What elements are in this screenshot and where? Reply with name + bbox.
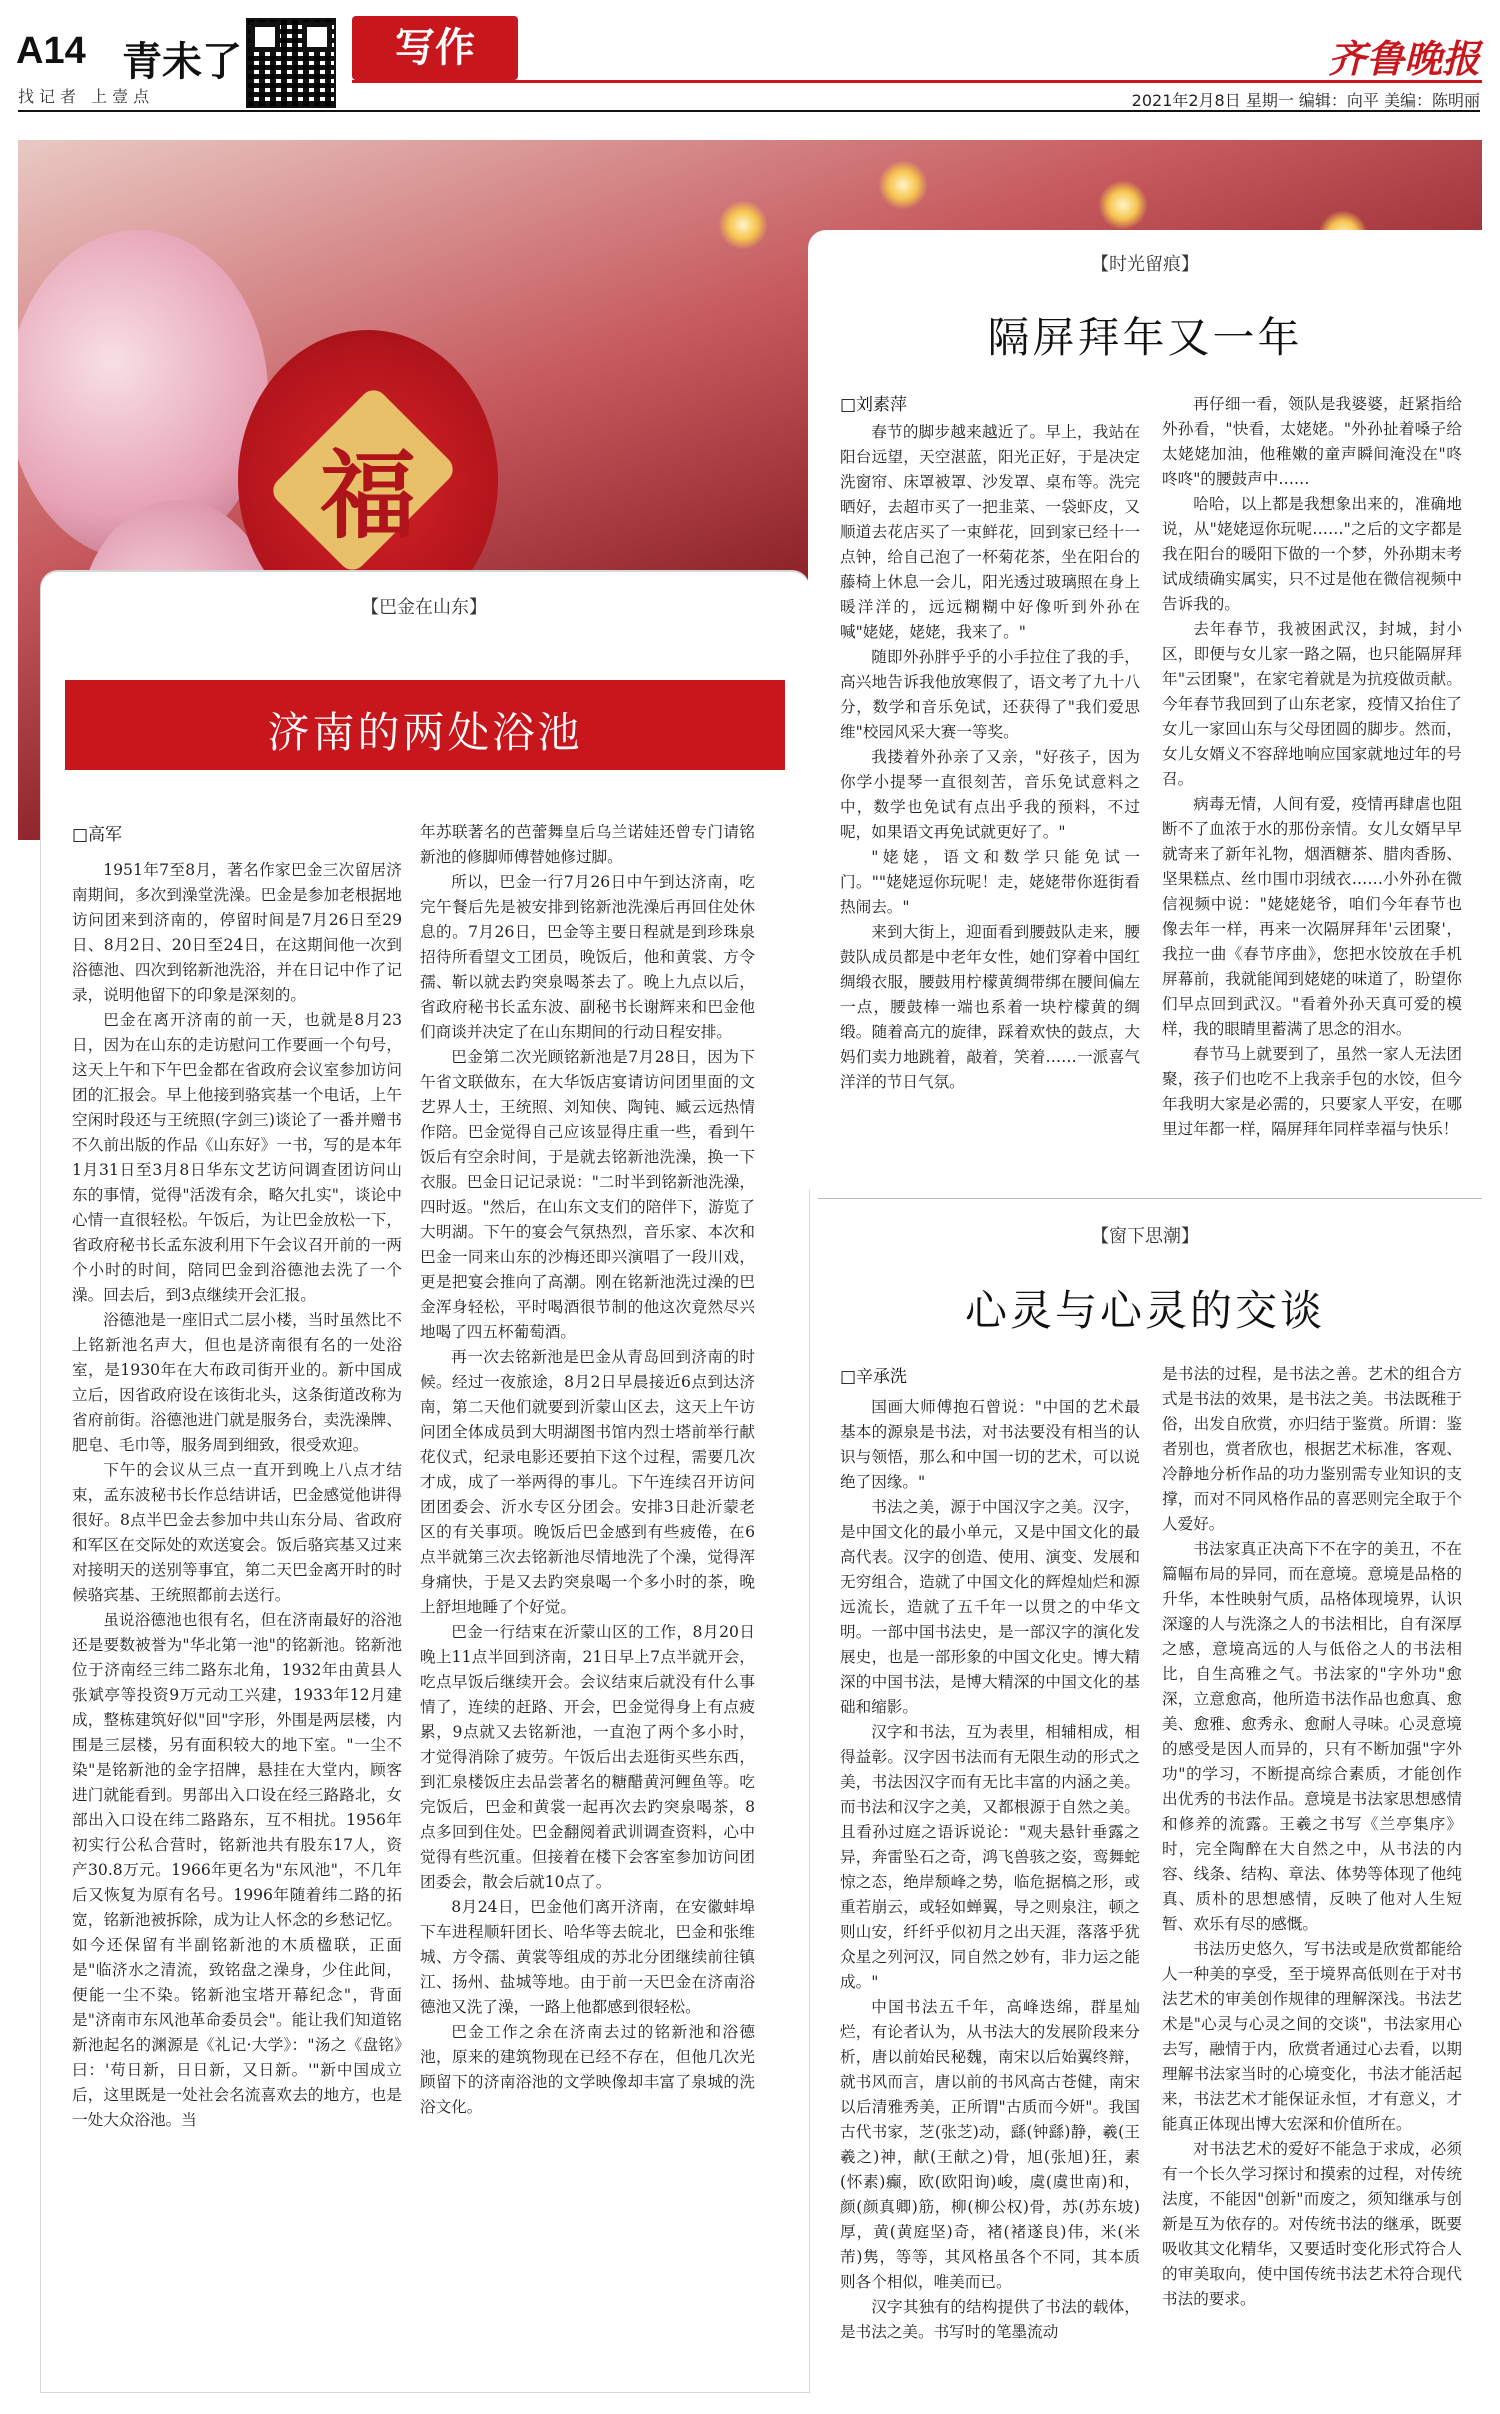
header-divider [18,110,1480,112]
paragraph: 是书法的过程，是书法之善。艺术的组合方式是书法的效果，是书法之美。书法既稚于俗，出发自欣赏，亦归结于鉴赏。所谓：鉴者别也，赏者欣也，根据艺术标准，客观、冷静地分析作品的功力鉴别需专业知识的支撑，而对不同风格作品的喜恶则完全取于个人爱好。 [1162,1365,1462,1533]
paragraph: 病毒无情，人间有爱，疫情再肆虐也阻断不了血浓于水的那份亲情。女儿女婿早早就寄来了新年礼物，烟酒糖茶、腊肉香肠、坚果糕点、丝巾围巾羽绒衣……小外孙在微信视频中说："姥姥姥爷，咱们今年春节也像去年一样，再来一次隔屏拜年'云团聚'，我拉一曲《春节序曲》，您把水饺放在手机屏幕前，我就能闻到姥姥的味道了，盼望你们早点回到武汉。"看着外孙天真可爱的模样，我的眼睛里蓄满了思念的泪水。 [1162,795,1462,1038]
article-title: 隔屏拜年又一年 [987,313,1303,362]
article-column [840,420,1140,1190]
column-name: 写作 [352,16,518,80]
article-column [1162,1362,1462,2385]
article-title: 心灵与心灵的交谈 [964,1286,1325,1335]
light-bulb [878,160,928,210]
light-bulb [1098,180,1148,230]
paragraph: 随即外孙胖乎乎的小手拉住了我的手，高兴地告诉我他放寒假了，语文考了九十八分，数学和音乐免试，还获得了"我们爱思维"校园风采大赛一等奖。 [840,648,1140,741]
paragraph: 书法历史悠久，写书法或是欣赏都能给人一种美的享受，至于境界高低则在于对书法艺术的审美创作规律的理解深浅。书法艺术是"心灵与心灵之间的交谈"，书法家用心去写，融情于内，欣赏者通过心去看，以期理解书法家当时的心境变化，书法才能活起来，书法艺术才能保证永恒，才有意义，才能真正体现出博大宏深和价值所在。 [1162,1940,1462,2133]
paragraph: 再一次去铭新池是巴金从青岛回到济南的时候。经过一夜旅途，8月2日早晨接近6点到达济南，第二天他们就要到沂蒙山区去，这天上午访问团全体成员到大明湖图书馆内烈士塔前举行献花仪式，纪录电影还要拍下这个过程，需要几次才成，成了一举两得的事儿。下午连续召开访问团团委会、沂水专区分团会。安排3日赴沂蒙老区的有关事项。晚饭后巴金感到有些疲倦，在6点半就第三次去铭新池尽情地洗了个澡，觉得浑身痛快，于是又去趵突泉喝一个多小时的茶，晚上舒坦地睡了个好觉。 [420,1348,755,1616]
page-number: A14 [16,30,86,72]
paragraph: 年苏联著名的芭蕾舞皇后乌兰诺娃还曾专门请铭新池的修脚师傅替她修过脚。 [420,823,755,866]
paragraph: 1951年7至8月，著名作家巴金三次留居济南期间，多次到澡堂洗澡。巴金是参加老根据地访问团来到济南的，停留时间是7月26日至29日、8月2日、20日至24日，在这期间他一次到浴德池、四次到铭新池洗浴，并在日记中作了记录，说明他留下的印象是深刻的。 [72,861,402,1004]
paragraph: 浴德池是一座旧式二层小楼，当时虽然比不上铭新池名声大，但也是济南很有名的一处浴室，是1930年在大布政司街开业的。新中国成立后，因省政府设在该街北头，这条街道改称为省府前街。浴德池进门就是服务台，卖洗澡牌、肥皂、毛巾等，服务周到细致，很受欢迎。 [72,1311,402,1454]
paragraph: 巴金一行结束在沂蒙山区的工作，8月20日晚上11点半回到济南，21日早上7点半就开会，吃点早饭后继续开会。会议结束后就没有什么事情了，连续的赶路、开会，巴金觉得身上有点疲累，9点就又去铭新池，一直泡了两个多小时，才觉得消除了疲劳。午饭后出去逛街买些东西，到汇泉楼饭庄去品尝著名的糖醋黄河鲤鱼等。吃完饭后，巴金和黄裳一起再次去趵突泉喝茶，8点多回到住处。巴金翻阅着武训调查资料，心中觉得有些沉重。但接着在楼下会客室参加访问团团委会，散会后就10点了。 [420,1623,755,1891]
paragraph: 中国书法五千年，高峰迭绵，群星灿烂，有论者认为，从书法大的发展阶段来分析，唐以前始民秘魏，南宋以后始翼终辩，就书风而言，唐以前的书风高古苍健，南宋以后清雅秀美，正所谓"古质而今妍"。我国古代书家，芝(张芝)动，繇(钟繇)静，羲(王羲之)神，献(王献之)骨，旭(张旭)狂，素(怀素)癫，欧(欧阳询)峻，虞(虞世南)和，颜(颜真卿)筋，柳(柳公权)骨，苏(苏东坡)厚，黄(黄庭坚)奇，褚(褚遂良)伟，米(米芾)隽，等等，其风格虽各个不同，其本质则各个相似，唯美而已。 [840,1998,1140,2291]
slogan: 找记者 上壹点 [18,87,155,106]
paragraph: "姥姥，语文和数学只能免试一门。""姥姥逗你玩呢！走，姥姥带你逛街看热闹去。" [840,848,1140,916]
article-tag: 【巴金在山东】 [40,593,808,619]
article-divider [818,1198,1482,1199]
paragraph: 去年春节，我被困武汉，封城，封小区，即便与女儿家一路之隔，也只能隔屏拜年"云团聚"，在家宅着就是为抗疫做贡献。今年春节我回到了山东老家，疫情又抬住了女儿一家回山东与父母团圆的脚步。然而，女儿女婿义不容辞地响应国家就地过年的号召。 [1162,620,1462,788]
article-title: 济南的两处浴池 [267,708,583,757]
paragraph: 所以，巴金一行7月26日中午到达济南，吃完午餐后先是被安排到铭新池洗澡后再回住处休息的。7月26日，巴金等主要日程就是到珍珠泉招待所看望文工团员，晚饭后，他和黄裳、方令孺、靳以就去趵突泉喝茶去了。晚上九点以后，省政府秘书长孟东波、副秘书长谢辉来和巴金他们商谈并决定了在山东期间的行动日程安排。 [420,873,755,1041]
light-bulb [718,200,768,250]
page-header [0,0,1500,115]
qr-code-icon[interactable] [246,18,336,108]
paragraph: 春节马上就要到了，虽然一家人无法团聚，孩子们也吃不上我亲手包的水饺，但今年我明大家是必需的，只要家人平安，在哪里过年都一样，隔屏拜年同样幸福与快乐！ [1162,1045,1462,1138]
article-tag: 【时光留痕】 [808,250,1482,276]
article-byline: □刘素萍 [840,395,908,415]
paragraph: 对书法艺术的爱好不能急于求成，必须有一个长久学习探讨和摸索的过程，对传统法度，不能因"创新"而废之，须知继承与创新是互为依存的。对传统书法的继承，既要吸收其文化精华，又要适时变化形式符合人的审美取向，使中国传统书法艺术符合现代书法的要求。 [1162,2140,1462,2308]
paragraph: 巴金在离开济南的前一天，也就是8月23日，因为在山东的走访慰问工作要画一个句号，这天上午和下午巴金都在省政府会议室参加访问团的汇报会。早上他接到骆宾基一个电话，上午空闲时段还与王统照(字剑三)谈论了一番并赠书不久前出版的作品《山东好》一书，写的是本年1月31日至3月8日华东文艺访问调查团访问山东的事情，觉得"活泼有余，略欠扎实"，谈论中心情一直很轻松。午饭后，为让巴金放松一下，省政府秘书长孟东波利用下午会议召开前的一两个小时的时间，陪同巴金到浴德池去洗了一个澡。回去后，到3点继续开会汇报。 [72,1011,402,1304]
paragraph: 下午的会议从三点一直开到晚上八点才结束，孟东波秘书长作总结讲话，巴金感觉他讲得很好。8点半巴金去参加中共山东分局、省政府和军区在交际处的欢送宴会。饭后骆宾基又过来对接明天的送别等事宜，第二天巴金离开时的时候骆宾基、王统照都前去送行。 [72,1461,402,1604]
paragraph: 哈哈，以上都是我想象出来的，准确地说，从"姥姥逗你玩呢……"之后的文字都是我在阳台的暖阳下做的一个梦，外孙期末考试成绩确实属实，只不过是他在微信视频中告诉我的。 [1162,495,1462,613]
paragraph: 巴金工作之余在济南去过的铭新池和浴德池，原来的建筑物现在已经不存在，但他几次光顾留下的济南浴池的文学映像却丰富了泉城的洗浴文化。 [420,2023,755,2116]
paragraph: 来到大街上，迎面看到腰鼓队走来，腰鼓队成员都是中老年女性，她们穿着中国红绸缎衣服，腰鼓用柠檬黄绸带绑在腰间偏左一点，腰鼓棒一端也系着一块柠檬黄的绸缎。随着高亢的旋律，踩着欢快的鼓点，大妈们卖力地跳着，敲着，笑着……一派喜气洋洋的节日气氛。 [840,923,1140,1091]
article-column [1162,392,1462,1190]
header-red-rule [352,80,1482,83]
paragraph: 汉字和书法，互为表里，相辅相成，相得益彰。汉字因书法而有无限生动的形式之美，书法因汉字而有无比丰富的内涵之美。而书法和汉字之美，又都根源于自然之美。且看孙过庭之语诉说论："观夫悬针垂露之异，奔雷坠石之奇，鸿飞兽骇之姿，鸾舞蛇惊之态，绝岸颓峰之势，临危据槁之形，或重若崩云，或轻如蝉翼，导之则泉注，顿之则山安，纤纤乎似初月之出天涯，落落乎犹众星之列河汉，同自然之妙有，非力运之能成。" [840,1723,1140,1991]
paragraph: 我搂着外孙亲了又亲，"好孩子，因为你学小提琴一直很刻苦，音乐免试意料之中，数学也免试有点出乎我的预料，不过呢，如果语文再免试就更好了。" [840,748,1140,841]
section-name: 青未了 [122,39,242,85]
article-column [840,1395,1140,2385]
fu-character-icon: 福 [320,439,416,552]
paragraph: 书法之美，源于中国汉字之美。汉字，是中国文化的最小单元，又是中国文化的最高代表。汉字的创造、使用、演变、发展和无穷组合，造就了中国文化的辉煌灿烂和源远流长，造就了五千年一以贯之的中华文明。一部中国书法史，是一部汉字的演化发展史，也是一部形象的中国文化史。博大精深的中国书法，是博大精深的中国文化的基础和缩影。 [840,1498,1140,1716]
paragraph: 巴金第二次光顾铭新池是7月28日，因为下午省文联做东，在大华饭店宴请访问团里面的文艺界人士，王统照、刘知侠、陶钝、臧云远热情作陪。巴金觉得自己应该显得庄重一些，看到午饭后有空余时间，于是就去铭新池洗澡，换一下衣服。巴金日记记录说："二时半到铭新池洗澡，四时返。"然后，在山东文支们的陪伴下，游览了大明湖。下午的宴会气氛热烈，音乐家、本次和巴金一同来山东的沙梅还即兴演唱了一段川戏，更是把宴会推向了高潮。刚在铭新池洗过澡的巴金浑身轻松，平时喝酒很节制的他这次竟然尽兴地喝了四五杯葡萄酒。 [420,1048,755,1341]
article-byline: □高军 [72,825,123,845]
paragraph: 书法家真正决高下不在字的美丑，不在篇幅布局的异同，而在意境。意境是品格的升华，本性映射气质，品格体现境界，认识深邃的人与洗涤之人的书法相比，自有深厚之感，意境高远的人与低俗之人的书法相比，自生高雅之气。书法家的"字外功"愈深，立意愈高，他所造书法作品也愈真、愈美、愈雅、愈秀永、愈耐人寻味。心灵意境的感受是因人而异的，只有不断加强"字外功"的学习，不断提高综合素质，才能创作出优秀的书法作品。意境是书法家思想感情和修养的流露。王羲之书写《兰亭集序》时，完全陶醉在大自然之中，从书法的内容、线条、结构、章法、体势等体现了他纯真、质朴的思想感情，反映了他对人生短暂、欢乐有尽的感慨。 [1162,1540,1462,1933]
article-tag: 【窗下思潮】 [808,1222,1482,1248]
article-column [420,820,755,2383]
paragraph: 汉字其独有的结构提供了书法的载体，是书法之美。书写时的笔墨流动 [840,2298,1140,2341]
paragraph: 虽说浴德池也很有名，但在济南最好的浴池还是要数被誉为"华北第一池"的铭新池。铭新池位于济南经三纬二路东北角，1932年由黄县人张斌亭等投资9万元动工兴建，1933年12月建成，整栋建筑好似"回"字形，外围是两层楼，内围是三层楼，另有面积较大的地下室。"一尘不染"是铭新池的金字招牌，悬挂在大堂内，顾客进门就能看到。男部出入口设在经三路路北，女部出入口设在纬二路路东，互不相扰。1956年初实行公私合营时，铭新池共有股东17人，资产30.8万元。1966年更名为"东风池"，不几年后又恢复为原有名号。1996年随着纬二路的拓宽，铭新池被拆除，成为让人怀念的乡愁记忆。如今还保留有半副铭新池的木质楹联，正面是"临济水之清流，致铭盘之澡身，少住此间，便能一尘不染。铭新池宝塔开幕纪念"，背面是"济南市东风池革命委员会"。能让我们知道铭新池起名的渊源是《礼记·大学》："汤之《盘铭》曰：'苟日新，日日新，又日新。'"新中国成立后，这里既是一处社会名流喜欢去的地方，也是一处大众浴池。当 [72,1611,402,2129]
date-info: 2021年2月8日 星期一 编辑：向平 美编：陈明丽 [1131,91,1480,110]
article-column [72,858,402,2383]
paragraph: 8月24日，巴金他们离开济南，在安徽蚌埠下车进程顺轩团长、哈华等去皖北，巴金和张维城、方令孺、黄裳等组成的苏北分团继续前往镇江、扬州、盐城等地。由于前一天巴金在济南浴德池又洗了澡，一路上他都感到很轻松。 [420,1898,755,2016]
article-byline: □辛承洗 [840,1367,908,1387]
paragraph: 国画大师傅抱石曾说："中国的艺术最基本的源泉是书法，对书法要没有相当的认识与领悟，那么和中国一切的艺术，可以说绝了因缘。" [840,1398,1140,1491]
paragraph: 再仔细一看，领队是我婆婆，赶紧指给外孙看，"快看，太姥姥。"外孙扯着嗓子给太姥姥加油，他稚嫩的童声瞬间淹没在"咚咚咚"的腰鼓声中…… [1162,395,1462,488]
newspaper-logo: 齐鲁晚报 [1327,36,1480,81]
paragraph: 春节的脚步越来越近了。早上，我站在阳台远望，天空湛蓝，阳光正好，于是决定洗窗帘、床罩被罩、沙发罩、桌布等。洗完晒好，去超市买了一把韭菜、一袋虾皮，又顺道去花店买了一束鲜花，回到家已经十一点钟，给自己泡了一杯菊花茶，坐在阳台的藤椅上休息一会儿，阳光透过玻璃照在身上暖洋洋的，远远糊糊中好像听到外孙在喊"姥姥，姥姥，我来了。" [840,423,1140,641]
